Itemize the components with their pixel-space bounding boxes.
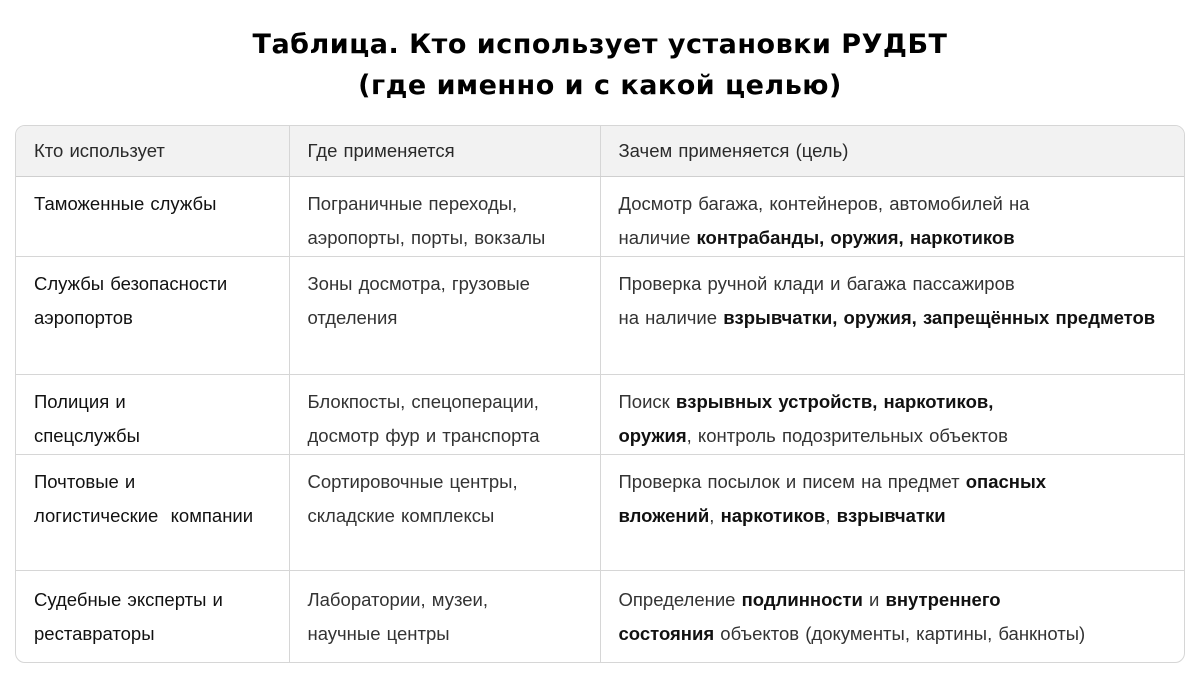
table-row: [16, 454, 1185, 570]
cell-line: отделения: [307, 306, 398, 328]
bold-run: подлинности: [741, 588, 863, 610]
cell-where: [289, 256, 600, 374]
cell-line: складские комплексы: [307, 504, 495, 526]
title-line-2: (где именно и с какой целью): [358, 70, 842, 101]
bold-run: оружия: [618, 424, 687, 446]
text-run: Определение: [618, 588, 742, 610]
text-run: , контроль подозрительных объектов: [686, 424, 1008, 446]
text-run: Проверка посылок и писем на предмет: [618, 470, 966, 492]
text-run: ,: [709, 504, 721, 526]
cell-who: [16, 374, 289, 454]
cell-line: Почтовые и: [34, 470, 136, 492]
cell-why: [600, 374, 1185, 454]
table-header-row: [16, 126, 1185, 176]
cell-who: [16, 176, 289, 256]
cell-line: научные центры: [307, 622, 450, 644]
cell-line: Судебные эксперты и: [34, 588, 223, 610]
text-run: и: [862, 588, 886, 610]
text-run: Поиск: [618, 390, 676, 412]
cell-line: Лаборатории, музеи,: [307, 588, 488, 610]
usage-table: [15, 125, 1185, 663]
cell-line: [619, 583, 1169, 617]
bold-run: взрывчатки, оружия, запрещённых предметов: [723, 306, 1156, 328]
page-title: [0, 24, 1200, 106]
cell-line: спецслужбы: [34, 424, 140, 446]
bold-run: опасных: [965, 470, 1047, 492]
cell-line: Службы безопасности: [34, 272, 228, 294]
table-row: [16, 256, 1185, 374]
bold-run: наркотиков: [720, 504, 826, 526]
cell-who: [16, 570, 289, 663]
cell-line: [619, 301, 1169, 335]
title-line-1: Таблица. Кто использует установки РУДБТ: [252, 29, 948, 60]
cell-line: аэропортов: [34, 306, 133, 328]
cell-line: Таможенные службы: [34, 192, 217, 214]
cell-where: [289, 176, 600, 256]
header-why: Зачем применяется (цель): [600, 126, 1185, 176]
cell-line: [619, 617, 1169, 651]
text-run: объектов (документы, картины, банкноты): [714, 622, 1086, 644]
cell-why: [600, 256, 1185, 374]
cell-why: [600, 454, 1185, 570]
header-where: Где применяется: [289, 126, 600, 176]
bold-run: вложений: [618, 504, 710, 526]
cell-line: Досмотр багажа, контейнеров, автомобилей на: [618, 192, 1030, 214]
cell-who: [16, 454, 289, 570]
header-who: Кто использует: [16, 126, 289, 176]
cell-who: [16, 256, 289, 374]
cell-line: [619, 499, 1169, 533]
bold-run: взрывных устройств, наркотиков,: [675, 390, 994, 412]
cell-where: [289, 374, 600, 454]
text-run: наличие: [618, 226, 697, 248]
bold-run: состояния: [618, 622, 715, 644]
cell-line: Зоны досмотра, грузовые: [307, 272, 530, 294]
cell-line: Блокпосты, спецоперации,: [307, 390, 539, 412]
bold-run: внутреннего: [885, 588, 1001, 610]
text-run: на наличие: [618, 306, 724, 328]
table-row: [16, 570, 1185, 663]
bold-run: контрабанды, оружия, наркотиков: [696, 226, 1015, 248]
cell-line: Сортировочные центры,: [307, 470, 518, 492]
cell-line: [619, 465, 1169, 499]
cell-line: [619, 221, 1169, 255]
cell-line: [619, 419, 1169, 453]
cell-line: досмотр фур и транспорта: [307, 424, 540, 446]
bold-run: взрывчатки: [836, 504, 946, 526]
cell-why: [600, 570, 1185, 663]
cell-where: [289, 570, 600, 663]
cell-where: [289, 454, 600, 570]
cell-line: логистические компании: [34, 504, 254, 526]
cell-line: аэропорты, порты, вокзалы: [307, 226, 546, 248]
table-row: [16, 176, 1185, 256]
cell-why: [600, 176, 1185, 256]
text-run: ,: [825, 504, 837, 526]
cell-line: Проверка ручной клади и багажа пассажиров: [618, 272, 1015, 294]
cell-line: реставраторы: [34, 622, 155, 644]
cell-line: Пограничные переходы,: [307, 192, 518, 214]
cell-line: [619, 385, 1169, 419]
table-row: [16, 374, 1185, 454]
cell-line: Полиция и: [34, 390, 126, 412]
